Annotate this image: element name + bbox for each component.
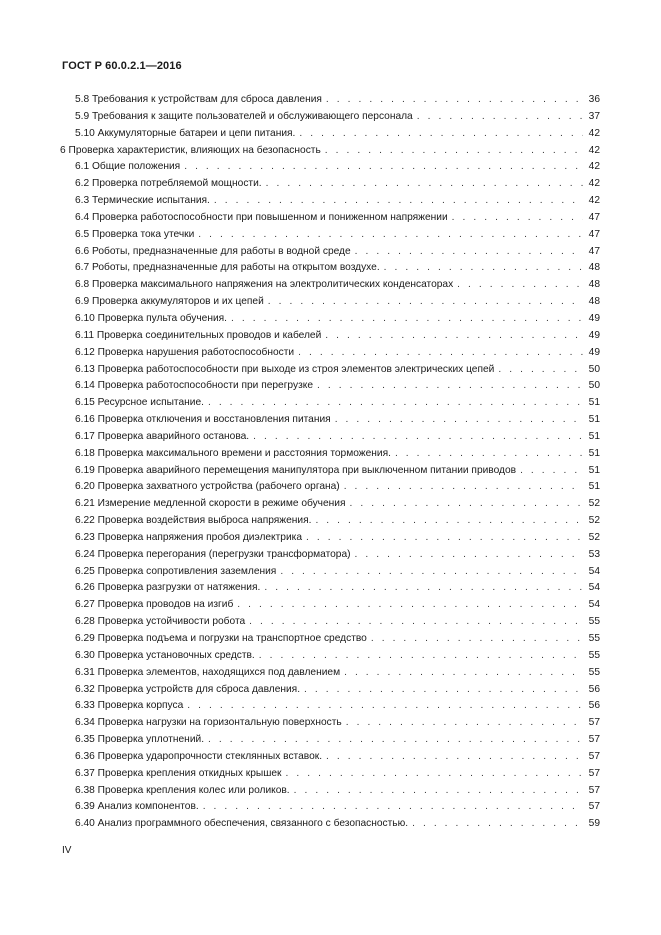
toc-entry-page: 49: [588, 329, 600, 341]
toc-entry-page: 51: [588, 430, 600, 442]
toc-dot-leader: [355, 244, 583, 261]
toc-subsection-entry[interactable]: [60, 479, 600, 496]
toc-entry-page: 55: [588, 649, 600, 661]
toc-section-entry[interactable]: [60, 143, 600, 160]
toc-entry-page: 56: [588, 683, 600, 695]
toc-entry-title: 6.19 Проверка аварийного перемещения манипулятора при выключенном питании приводов: [75, 464, 517, 476]
toc-subsection-entry[interactable]: [60, 260, 600, 277]
toc-entry-title: 6.23 Проверка напряжения пробоя диэлектрика: [75, 531, 302, 543]
toc-dot-leader: [237, 597, 583, 614]
toc-subsection-entry[interactable]: [60, 328, 600, 345]
toc-dot-leader: [325, 143, 583, 160]
toc-entry-title: 6.4 Проверка работоспособности при повышенном и пониженном напряжении: [75, 211, 448, 223]
toc-dot-leader: [208, 732, 583, 749]
toc-subsection-entry[interactable]: [60, 783, 600, 800]
toc-dot-leader: [214, 193, 583, 210]
toc-dot-leader: [253, 429, 583, 446]
toc-entry-page: 50: [588, 380, 600, 392]
toc-subsection-entry[interactable]: [60, 614, 600, 631]
toc-entry-title: 6.1 Общие положения: [75, 161, 181, 173]
toc-dot-leader: [326, 749, 583, 766]
toc-entry-title: 6.12 Проверка нарушения работоспособности: [75, 346, 295, 358]
toc-entry-title: 6.14 Проверка работоспособности при перегрузке: [75, 380, 313, 392]
toc-dot-leader: [452, 210, 583, 227]
toc-subsection-entry[interactable]: [60, 277, 600, 294]
toc-entry-page: 54: [588, 599, 600, 611]
toc-dot-leader: [344, 479, 583, 496]
toc-entry-page: 57: [588, 784, 600, 796]
toc-entry-page: 55: [588, 616, 600, 628]
toc-entry-page: 42: [588, 127, 600, 139]
toc-entry-title: 6.35 Проверка уплотнений.: [75, 734, 205, 746]
toc-subsection-entry[interactable]: [60, 227, 600, 244]
toc-subsection-entry[interactable]: [60, 682, 600, 699]
toc-entry-page: 55: [588, 666, 600, 678]
toc-dot-leader: [412, 816, 583, 833]
toc-dot-leader: [384, 260, 583, 277]
toc-subsection-entry[interactable]: [60, 109, 600, 126]
toc-subsection-entry[interactable]: [60, 665, 600, 682]
toc-dot-leader: [325, 328, 583, 345]
toc-entry-page: 57: [588, 750, 600, 762]
toc-entry-title: 6.22 Проверка воздействия выброса напряжения.: [75, 515, 312, 527]
toc-dot-leader: [304, 682, 583, 699]
toc-subsection-entry[interactable]: [60, 496, 600, 513]
toc-entry-title: 6.18 Проверка максимального времени и расстояния торможения.: [75, 447, 391, 459]
toc-entry-title: 6 Проверка характеристик, влияющих на безопасность: [60, 144, 321, 156]
toc-entry-page: 47: [588, 211, 600, 223]
toc-entry-page: 36: [588, 94, 600, 105]
toc-entry-page: 51: [588, 464, 600, 476]
toc-entry-title: 6.40 Анализ программного обеспечения, связанного с безопасностью.: [75, 818, 409, 830]
toc-subsection-entry[interactable]: [60, 766, 600, 783]
toc-entry-page: 42: [588, 195, 600, 207]
toc-subsection-entry[interactable]: [60, 715, 600, 732]
toc-subsection-entry[interactable]: [60, 193, 600, 210]
toc-entry-title: 6.26 Проверка разгрузки от натяжения.: [75, 582, 261, 594]
toc-entry-title: 6.10 Проверка пульта обучения.: [75, 312, 228, 324]
toc-subsection-entry[interactable]: [60, 446, 600, 463]
toc-subsection-entry[interactable]: [60, 547, 600, 564]
toc-entry-title: 6.16 Проверка отключения и восстановления питания: [75, 414, 331, 426]
toc-entry-page: 57: [588, 767, 600, 779]
toc-dot-leader: [417, 109, 583, 126]
toc-entry-title: 6.15 Ресурсное испытание.: [75, 397, 204, 409]
toc-entry-page: 59: [588, 818, 600, 830]
toc-dot-leader: [498, 362, 583, 379]
toc-entry-title: 5.9 Требования к защите пользователей и обслуживающего персонала: [75, 110, 413, 122]
toc-entry-title: 6.8 Проверка максимального напряжения на электролитических конденсаторах: [75, 279, 454, 291]
toc-entry-title: 6.27 Проверка проводов на изгиб: [75, 599, 234, 611]
toc-entry-page: 42: [588, 178, 600, 190]
toc-subsection-entry[interactable]: [60, 362, 600, 379]
toc-dot-leader: [299, 126, 583, 143]
toc-entry-page: 49: [588, 312, 600, 324]
toc-entry-title: 6.9 Проверка аккумуляторов и их цепей: [75, 296, 264, 308]
toc-entry-title: 6.30 Проверка установочных средств.: [75, 649, 255, 661]
toc-entry-page: 48: [588, 262, 600, 274]
toc-entry-page: 52: [588, 531, 600, 543]
toc-entry-page: 42: [588, 161, 600, 173]
toc-subsection-entry[interactable]: [60, 92, 600, 109]
toc-entry-page: 51: [588, 397, 600, 409]
toc-subsection-entry[interactable]: [60, 176, 600, 193]
toc-dot-leader: [198, 227, 583, 244]
toc-entry-title: 6.2 Проверка потребляемой мощности.: [75, 178, 262, 190]
toc-entry-page: 54: [588, 582, 600, 594]
toc-dot-leader: [280, 564, 583, 581]
toc-subsection-entry[interactable]: [60, 294, 600, 311]
toc-dot-leader: [315, 513, 583, 530]
toc-dot-leader: [355, 547, 583, 564]
toc-entry-title: 6.34 Проверка нагрузки на горизонтальную поверхность: [75, 717, 342, 729]
toc-entry-title: 6.28 Проверка устойчивости робота: [75, 616, 246, 628]
toc-subsection-entry[interactable]: [60, 378, 600, 395]
toc-entry-title: 6.39 Анализ компонентов.: [75, 801, 199, 813]
toc-subsection-entry[interactable]: [60, 244, 600, 261]
toc-entry-title: 6.3 Термические испытания.: [75, 195, 210, 207]
toc-dot-leader: [203, 799, 583, 816]
toc-entry-page: 55: [588, 633, 600, 644]
toc-entry-title: 5.8 Требования к устройствам для сброса давления: [75, 94, 322, 105]
toc-dot-leader: [231, 311, 583, 328]
toc-dot-leader: [268, 294, 583, 311]
toc-dot-leader: [335, 412, 583, 429]
toc-entry-title: 6.13 Проверка работоспособности при выходе из строя элементов электрических цепей: [75, 363, 495, 375]
page-number: IV: [62, 845, 72, 856]
toc-entry-page: 51: [588, 447, 600, 459]
toc-entry-page: 57: [588, 734, 600, 746]
toc-entry-title: 6.31 Проверка элементов, находящихся под давлением: [75, 666, 341, 678]
toc-dot-leader: [286, 766, 583, 783]
toc-dot-leader: [184, 159, 583, 176]
toc-entry-title: 6.37 Проверка крепления откидных крышек: [75, 767, 282, 779]
toc-subsection-entry[interactable]: [60, 395, 600, 412]
toc-subsection-entry[interactable]: [60, 311, 600, 328]
toc-subsection-entry[interactable]: [60, 159, 600, 176]
document-header: ГОСТ Р 60.0.2.1—2016: [62, 60, 182, 72]
toc-entry-page: 52: [588, 498, 600, 510]
toc-dot-leader: [346, 715, 583, 732]
toc-entry-title: 6.7 Роботы, предназначенные для работы на открытом воздухе.: [75, 262, 380, 274]
toc-subsection-entry[interactable]: [60, 530, 600, 547]
toc-dot-leader: [266, 176, 583, 193]
toc-entry-title: 6.20 Проверка захватного устройства (рабочего органа): [75, 481, 340, 493]
toc-subsection-entry[interactable]: [60, 749, 600, 766]
toc-entry-title: 6.33 Проверка корпуса: [75, 700, 184, 712]
toc-entry-page: 54: [588, 565, 600, 577]
toc-dot-leader: [259, 648, 583, 665]
toc-entry-page: 56: [588, 700, 600, 712]
toc-dot-leader: [264, 580, 583, 597]
toc-entry-title: 6.29 Проверка подъема и погрузки на транспортное средство: [75, 633, 367, 644]
toc-dot-leader: [520, 463, 583, 480]
toc-entry-page: 50: [588, 363, 600, 375]
table-of-contents: [60, 92, 600, 833]
toc-subsection-entry[interactable]: [60, 698, 600, 715]
toc-entry-title: 6.38 Проверка крепления колес или роликов.: [75, 784, 290, 796]
toc-entry-title: 6.6 Роботы, предназначенные для работы в водной среде: [75, 245, 351, 257]
toc-subsection-entry[interactable]: [60, 345, 600, 362]
toc-entry-title: 6.36 Проверка ударопрочности стеклянных вставок.: [75, 750, 323, 762]
toc-entry-page: 47: [588, 228, 600, 240]
toc-subsection-entry[interactable]: [60, 597, 600, 614]
toc-entry-page: 53: [588, 548, 600, 560]
toc-subsection-entry[interactable]: [60, 513, 600, 530]
toc-entry-page: 37: [588, 110, 600, 122]
toc-entry-title: 6.11 Проверка соединительных проводов и кабелей: [75, 329, 322, 341]
toc-entry-page: 51: [588, 481, 600, 493]
toc-entry-title: 6.24 Проверка перегорания (перегрузки трансформатора): [75, 548, 351, 560]
toc-subsection-entry[interactable]: [60, 429, 600, 446]
toc-dot-leader: [344, 665, 583, 682]
toc-dot-leader: [395, 446, 583, 463]
toc-entry-page: 48: [588, 279, 600, 291]
toc-dot-leader: [457, 277, 583, 294]
toc-subsection-entry[interactable]: [60, 580, 600, 597]
toc-subsection-entry[interactable]: [60, 732, 600, 749]
toc-entry-title: 6.32 Проверка устройств для сброса давления.: [75, 683, 301, 695]
toc-subsection-entry[interactable]: [60, 816, 600, 833]
toc-subsection-entry[interactable]: [60, 799, 600, 816]
toc-subsection-entry[interactable]: [60, 648, 600, 665]
toc-entry-page: 51: [588, 414, 600, 426]
toc-entry-title: 6.25 Проверка сопротивления заземления: [75, 565, 277, 577]
toc-entry-page: 57: [588, 801, 600, 813]
toc-entry-title: 6.5 Проверка тока утечки: [75, 228, 195, 240]
toc-entry-title: 5.10 Аккумуляторные батареи и цепи питания.: [75, 127, 296, 139]
toc-dot-leader: [350, 496, 584, 513]
toc-subsection-entry[interactable]: [60, 631, 600, 648]
toc-dot-leader: [298, 345, 583, 362]
toc-subsection-entry[interactable]: [60, 463, 600, 480]
toc-dot-leader: [371, 631, 583, 648]
toc-entry-page: 52: [588, 515, 600, 527]
toc-subsection-entry[interactable]: [60, 210, 600, 227]
toc-dot-leader: [294, 783, 583, 800]
toc-dot-leader: [208, 395, 583, 412]
toc-entry-page: 42: [588, 144, 600, 156]
toc-dot-leader: [187, 698, 583, 715]
toc-entry-page: 57: [588, 717, 600, 729]
toc-dot-leader: [326, 92, 583, 109]
toc-entry-page: 47: [588, 245, 600, 257]
toc-subsection-entry[interactable]: [60, 126, 600, 143]
toc-dot-leader: [249, 614, 583, 631]
toc-entry-page: 49: [588, 346, 600, 358]
toc-dot-leader: [306, 530, 583, 547]
toc-dot-leader: [317, 378, 583, 395]
toc-entry-title: 6.21 Измерение медленной скорости в режиме обучения: [75, 498, 346, 510]
toc-subsection-entry[interactable]: [60, 564, 600, 581]
toc-subsection-entry[interactable]: [60, 412, 600, 429]
toc-entry-title: 6.17 Проверка аварийного останова.: [75, 430, 250, 442]
toc-entry-page: 48: [588, 296, 600, 308]
